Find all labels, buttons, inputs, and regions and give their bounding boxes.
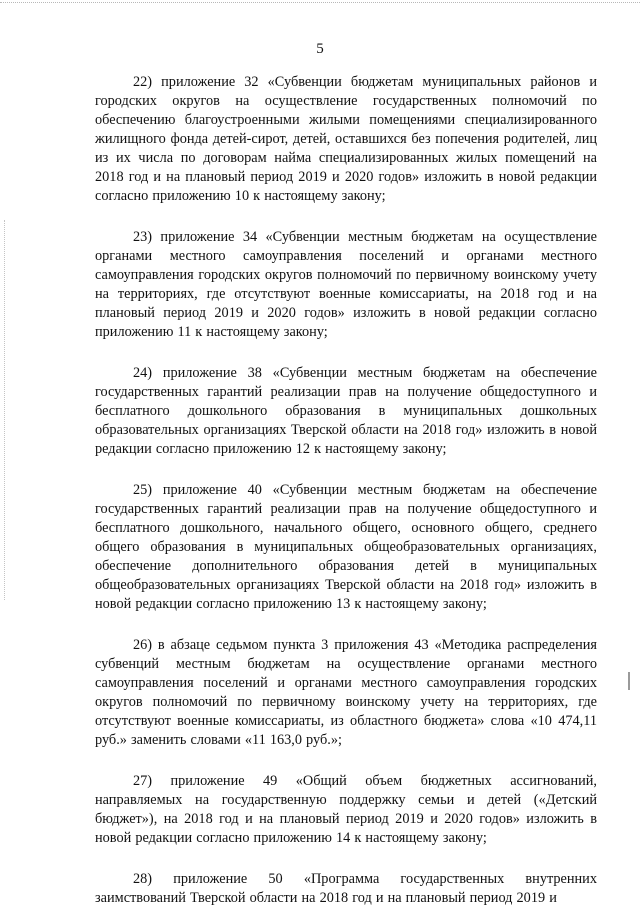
document-body xyxy=(95,73,597,908)
paragraph-item-26: 26) в абзаце седьмом пункта 3 приложения 43 «Методика распределения субвенций местным бюджетам на осуществление органами местного самоуправления поселений и органами местного самоуправления городских округов полномочий по первичному воинскому учету на территориях, где отсутствуют военные комиссариаты, из областного бюджета» слова «10 474,11 руб.» заменить словами «11 163,0 руб.»; xyxy=(95,637,597,748)
scan-top-edge xyxy=(0,2,640,7)
scan-left-edge xyxy=(4,220,6,600)
scan-right-mark xyxy=(628,672,630,690)
page-number: 5 xyxy=(316,41,324,57)
paragraph-item-28: 28) приложение 50 «Программа государственных внутренних заимствований Тверской области на 2018 год и на плановый период 2019 и xyxy=(95,871,597,906)
paragraph-item-27: 27) приложение 49 «Общий объем бюджетных ассигнований, направляемых на государственную поддержку семьи и детей («Детский бюджет»), на 2018 год и на плановый период 2019 и 2020 годов» изложить в новой редакции согласно приложению 14 к настоящему закону; xyxy=(95,773,597,846)
paragraph-item-23: 23) приложение 34 «Субвенции местным бюджетам на осуществление органами местного самоуправления поселений и органами местного самоуправления городских округов полномочий по первичному воинскому учету на территориях, где отсутствуют военные комиссариаты, на 2018 год и на плановый период 2019 и 2020 годов» изложить в новой редакции согласно приложению 11 к настоящему закону; xyxy=(95,229,597,340)
paragraph-item-24: 24) приложение 38 «Субвенции местным бюджетам на обеспечение государственных гарантий реализации прав на получение общедоступного и бесплатного дошкольного образования в муниципальных дошкольных образовательных организациях Тверской области на 2018 год» изложить в новой редакции согласно приложению 12 к настоящему закону; xyxy=(95,365,597,457)
paragraph-item-22: 22) приложение 32 «Субвенции бюджетам муниципальных районов и городских округов на осуществление государственных полномочий по обеспечению благоустроенными жилыми помещениями специализированного жилищного фонда детей-сирот, детей, оставшихся без попечения родителей, лиц из их числа по договорам найма специализированных жилых помещений на 2018 год и на плановый период 2019 и 2020 годов» изложить в новой редакции согласно приложению 10 к настоящему закону; xyxy=(95,74,597,204)
paragraph-item-25: 25) приложение 40 «Субвенции местным бюджетам на обеспечение государственных гарантий реализации прав на получение общедоступного и бесплатного дошкольного, начального общего, основного общего, среднего общего образования в муниципальных общеобразовательных организациях, обеспечение дополнительного образования детей в муниципальных общеобразовательных организациях Тверской области на 2018 год» изложить в новой редакции согласно приложению 13 к настоящему закону; xyxy=(95,482,597,612)
